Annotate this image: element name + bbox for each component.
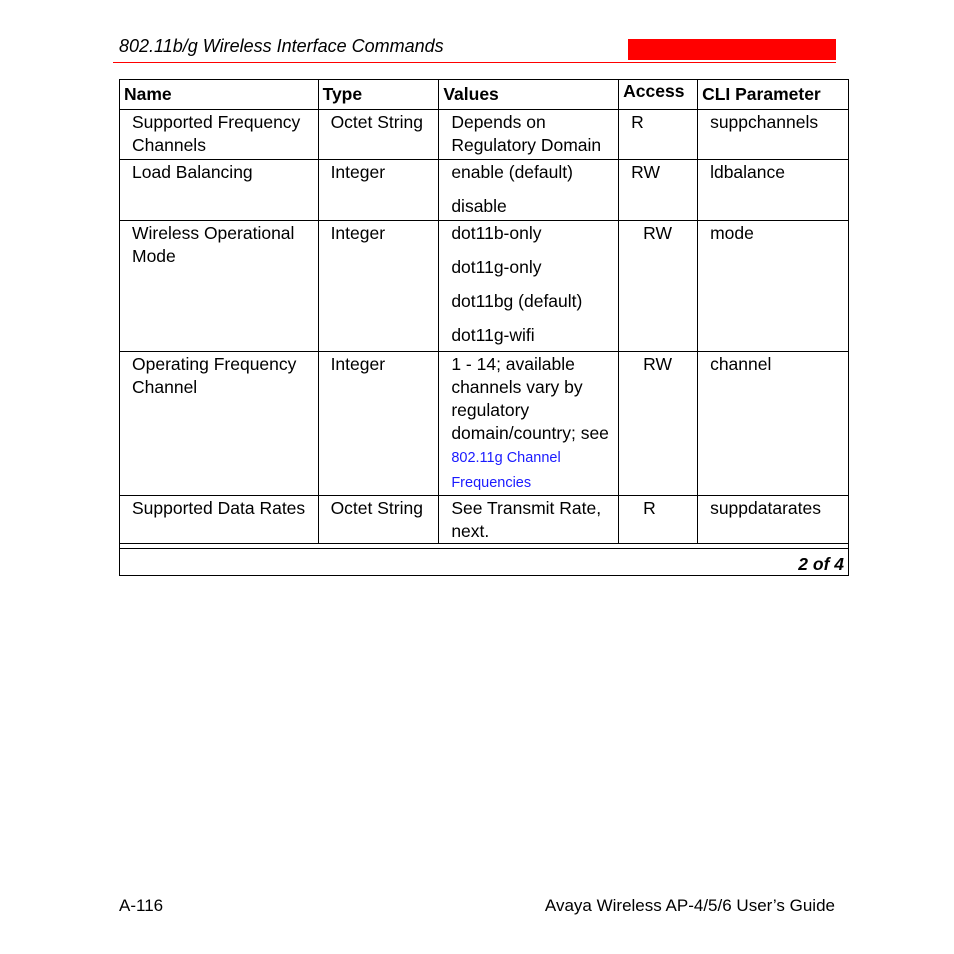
cell-value: disable: [451, 196, 507, 216]
col-header-access: Access: [619, 80, 698, 110]
col-header-values: Values: [439, 80, 619, 110]
cell-access: RW: [643, 223, 672, 243]
col-header-cli: CLI Parameter: [698, 80, 849, 110]
cell-value: dot11g-only: [451, 257, 542, 277]
table-header-row: [120, 80, 849, 110]
cell-value: See Transmit Rate, next.: [451, 498, 602, 541]
cell-value: 1 - 14; available channels vary by regulatory domain/country; see: [451, 354, 609, 443]
table-page-row: [120, 549, 849, 576]
cell-name: Load Balancing: [132, 162, 253, 182]
cell-name: Supported Frequency Channels: [132, 112, 301, 155]
cell-value: enable (default): [451, 162, 573, 182]
cell-access: RW: [631, 162, 660, 182]
cell-value: dot11bg (default): [451, 291, 583, 311]
cell-value: dot11b-only: [451, 223, 542, 243]
page-indicator: 2 of 4: [120, 549, 849, 576]
table-row: [120, 352, 849, 496]
cell-type: Integer: [330, 223, 386, 243]
cell-value: Depends on Regulatory Domain: [451, 112, 602, 155]
cell-name: Wireless Operational Mode: [132, 223, 295, 266]
page-number: A-116: [119, 896, 164, 915]
table-row: [120, 496, 849, 544]
section-title: 802.11b/g Wireless Interface Commands: [119, 36, 444, 56]
table-row: [120, 221, 849, 352]
cell-cli: ldbalance: [710, 162, 785, 182]
guide-title: Avaya Wireless AP-4/5/6 User’s Guide: [544, 896, 835, 915]
cell-name: Operating Frequency Channel: [132, 354, 297, 397]
cell-value: dot11g-wifi: [451, 325, 535, 345]
col-header-type: Type: [318, 80, 439, 110]
cell-type: Octet String: [330, 112, 423, 132]
channel-frequencies-link[interactable]: 802.11g Channel Frequencies: [451, 450, 561, 491]
cell-type: Integer: [330, 162, 386, 182]
header-rule: [113, 62, 836, 63]
cell-type: Integer: [330, 354, 386, 374]
cell-type: Octet String: [330, 498, 423, 518]
table-row: [120, 110, 849, 160]
table-row: [120, 160, 849, 221]
col-header-name: Name: [120, 80, 319, 110]
header-accent-bar: [628, 39, 836, 60]
interface-commands-table: [119, 79, 849, 576]
cell-cli: mode: [710, 223, 754, 243]
cell-access: R: [643, 498, 656, 518]
cell-access: R: [631, 112, 644, 132]
cell-name: Supported Data Rates: [132, 498, 306, 518]
cell-access: RW: [643, 354, 672, 374]
cell-cli: channel: [710, 354, 772, 374]
cell-cli: suppdatarates: [710, 498, 821, 518]
cell-cli: suppchannels: [710, 112, 819, 132]
